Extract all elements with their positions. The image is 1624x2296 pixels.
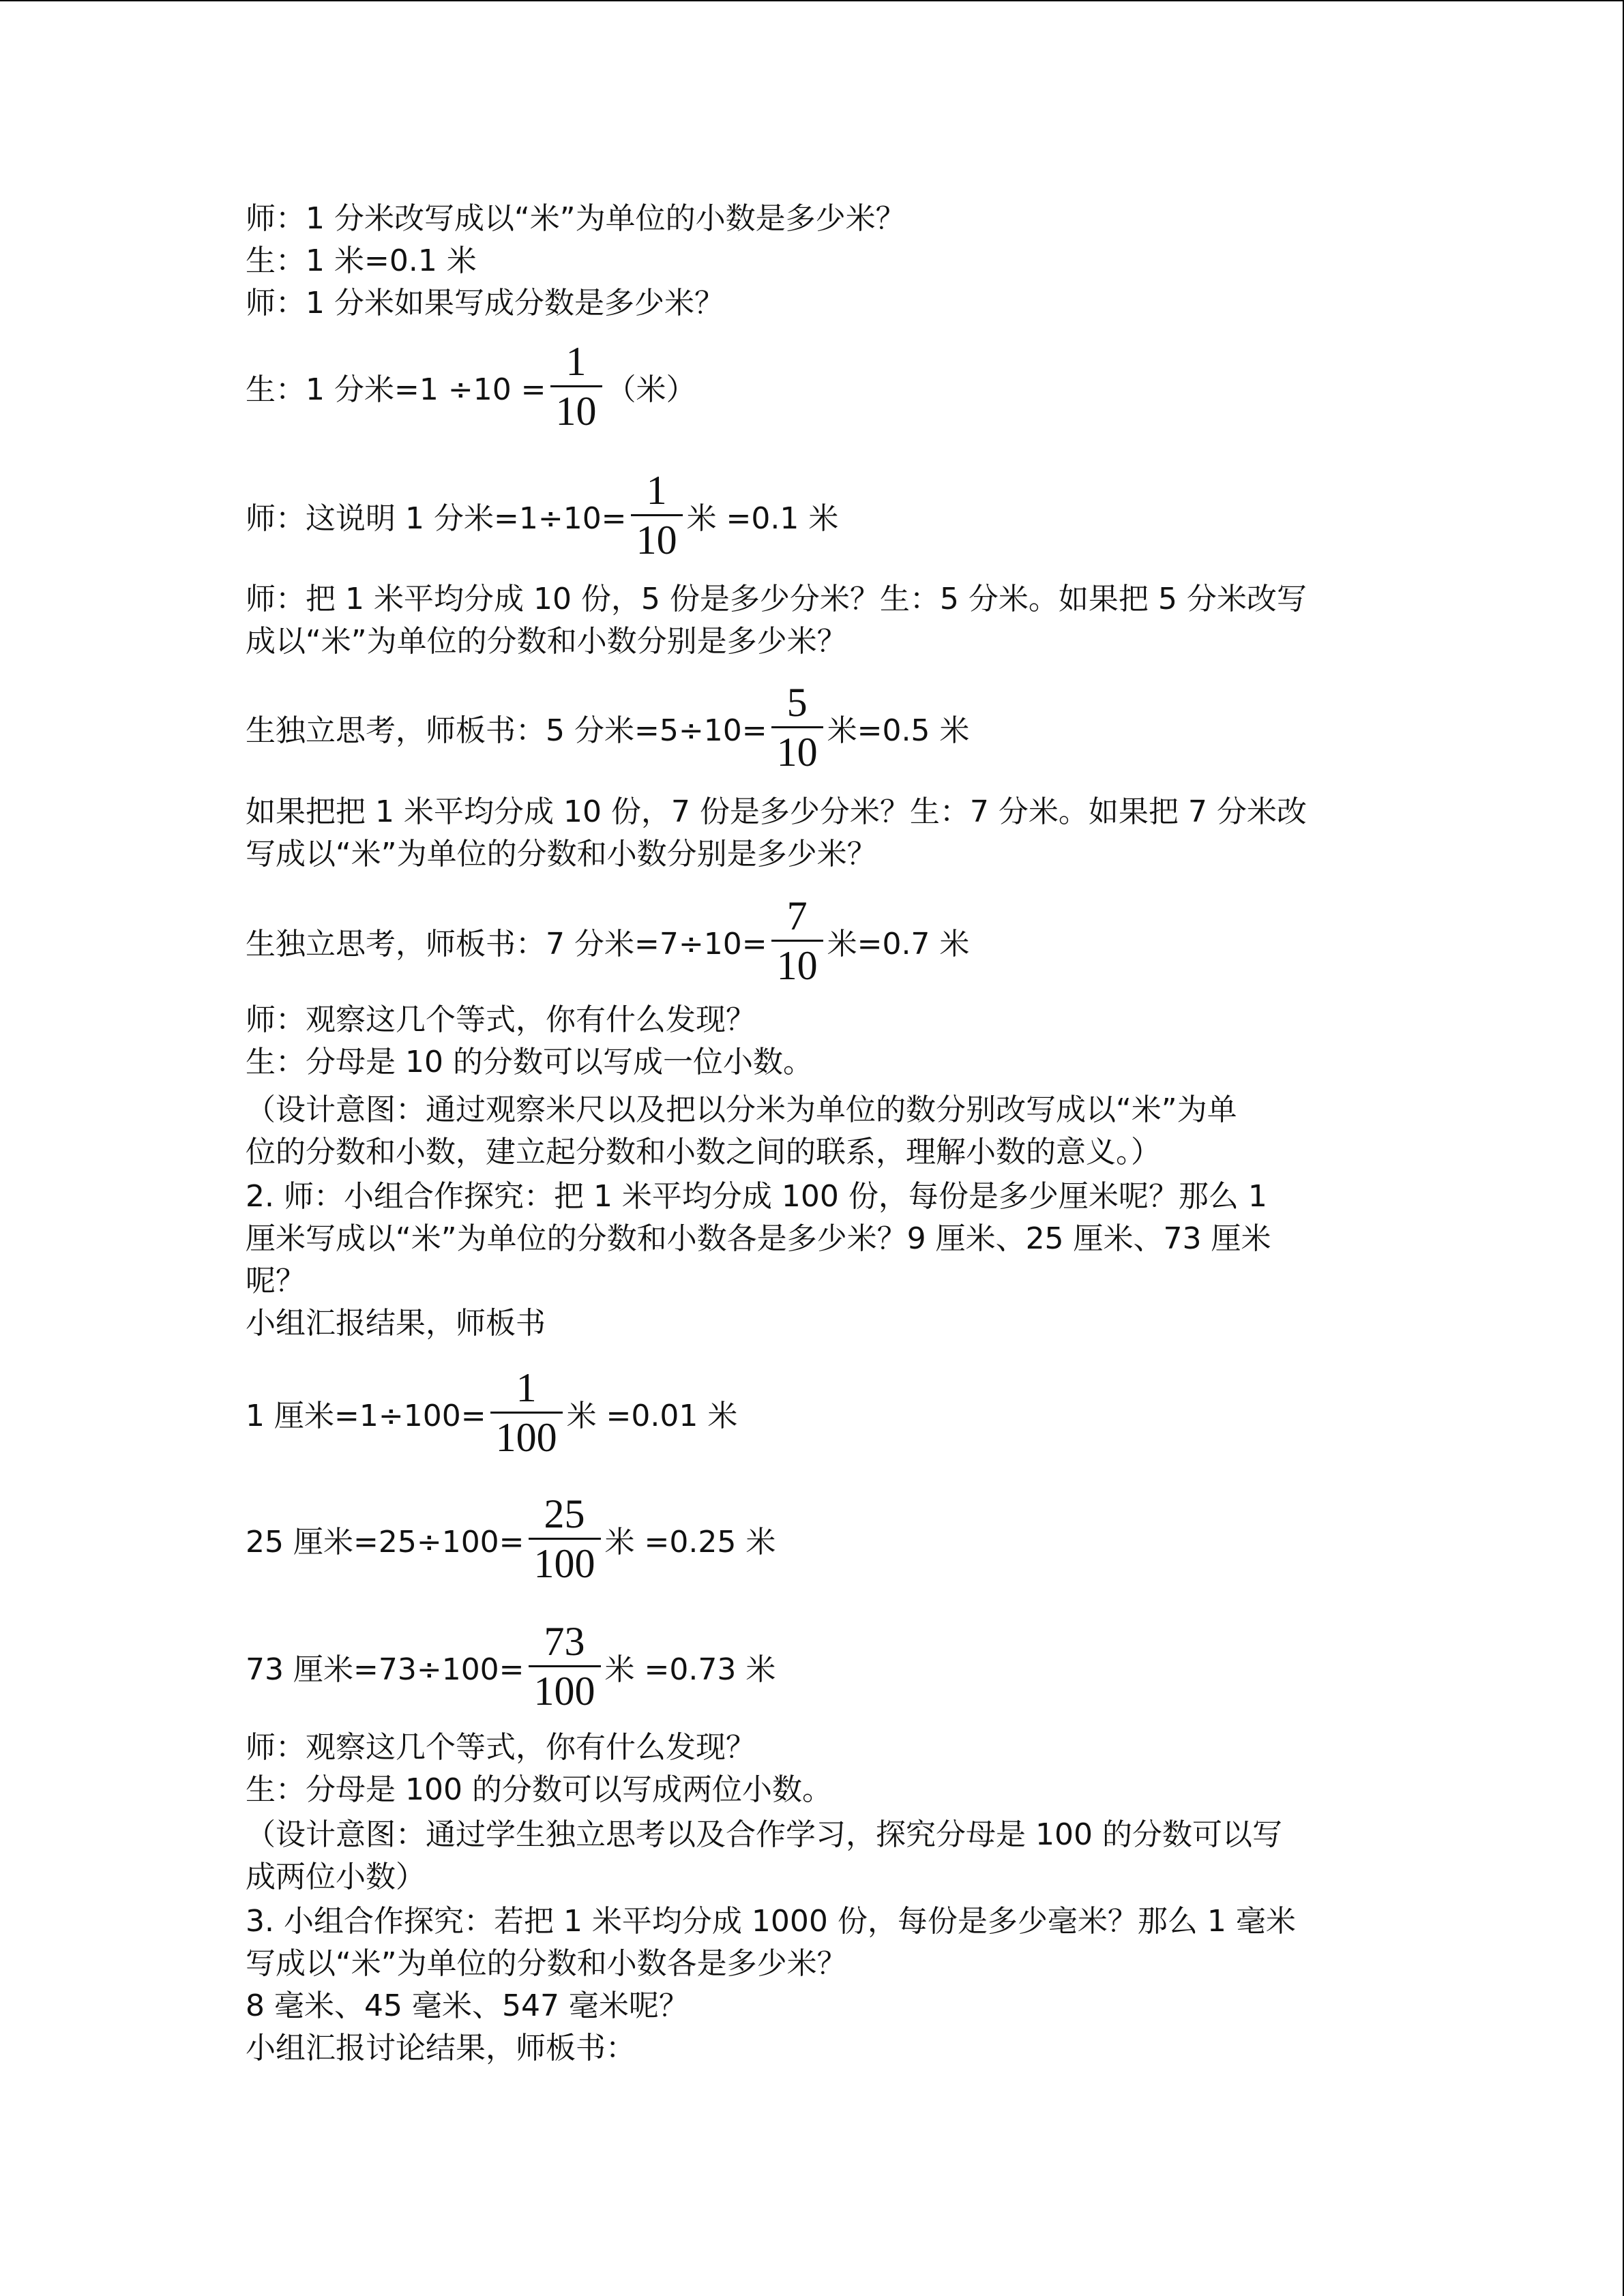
text-line: 师：观察这几个等式，你有什么发现？ [246,1730,756,1765]
equation-text: 米=0.5 米 [827,713,970,748]
fraction-denominator: 100 [533,1669,595,1714]
equation-line [246,338,696,435]
text-line: （设计意图：通过观察米尺以及把以分米为单位的数分别改写成以“米”为单 [246,1092,1237,1127]
text-line: 位的分数和小数，建立起分数和小数之间的联系，理解小数的意义。） [246,1135,1161,1169]
fraction [550,338,602,435]
text-line: （设计意图：通过学生独立思考以及合作学习，探究分母是 100 的分数可以写 [246,1817,1282,1852]
equation-text: 师：这说明 1 分米=1÷10= [246,501,627,536]
text-line: 厘米写成以“米”为单位的分数和小数各是多少米？9 厘米、25 厘米、73 厘米 [246,1221,1271,1256]
equation-text: 米 =0.1 米 [686,501,839,536]
equation-text: 生：1 分米=1 ÷10 = [246,372,546,407]
equation-line [246,1490,776,1587]
text-line: 生：分母是 100 的分数可以写成两位小数。 [246,1772,832,1807]
text-line: 小组汇报讨论结果，师板书： [246,2031,636,2066]
fraction-numerator: 25 [544,1491,585,1536]
fraction [490,1364,563,1461]
equation-text: 1 厘米=1÷100= [246,1398,486,1433]
fraction-numerator: 1 [516,1365,537,1410]
text-line: 8 毫米、45 毫米、547 毫米呢？ [246,1988,689,2023]
fraction-numerator: 1 [646,468,667,513]
equation-line [246,466,838,564]
equation-line [246,892,969,989]
fraction-numerator: 7 [786,893,808,938]
fraction [771,892,823,989]
fraction [771,679,823,776]
fraction-denominator: 100 [533,1541,595,1586]
fraction [529,1617,601,1715]
equation-text: 米 =0.73 米 [604,1652,776,1687]
equation-text: 生独立思考，师板书：7 分米=7÷10= [246,926,767,961]
equation-text: 米=0.7 米 [827,926,970,961]
equation-line [246,1364,737,1461]
fraction-denominator: 100 [495,1415,557,1460]
fraction-denominator: 10 [776,943,818,988]
text-line: 如果把把 1 米平均分成 10 份，7 份是多少分米？生：7 分米。如果把 7 分米改 [246,794,1307,829]
fraction [529,1490,601,1587]
text-line: 呢？ [246,1264,306,1298]
text-line: 师：把 1 米平均分成 10 份，5 份是多少分米？生：5 分米。如果把 5 分米改写 [246,582,1307,616]
fraction-denominator: 10 [636,518,677,563]
text-line: 生：1 米=0.1 米 [246,243,477,278]
text-line: 成两位小数） [246,1860,426,1894]
fraction-denominator: 10 [555,389,597,434]
text-line: 师：1 分米如果写成分数是多少米？ [246,286,724,320]
fraction-numerator: 1 [565,339,587,384]
fraction-denominator: 10 [776,730,818,775]
text-line: 师：观察这几个等式，你有什么发现？ [246,1002,756,1037]
text-line: 写成以“米”为单位的分数和小数分别是多少米？ [246,837,877,871]
equation-text: （米） [606,372,696,407]
text-line: 生：分母是 10 的分数可以写成一位小数。 [246,1045,813,1079]
equation-text: 25 厘米=25÷100= [246,1524,525,1560]
equation-text: 米 =0.01 米 [566,1398,738,1433]
equation-line [246,1617,776,1715]
text-line: 师：1 分米改写成以“米”为单位的小数是多少米？ [246,201,906,236]
equation-text: 生独立思考，师板书：5 分米=5÷10= [246,713,767,748]
text-line: 成以“米”为单位的分数和小数分别是多少米？ [246,624,847,659]
equation-text: 73 厘米=73÷100= [246,1652,525,1687]
fraction-numerator: 5 [786,680,808,725]
equation-text: 米 =0.25 米 [604,1524,776,1560]
text-line: 3. 小组合作探究：若把 1 米平均分成 1000 份，每份是多少毫米？那么 1 毫米 [246,1904,1296,1939]
text-line: 小组汇报结果，师板书 [246,1306,546,1341]
equation-line [246,679,969,776]
text-line: 2. 师：小组合作探究：把 1 米平均分成 100 份，每份是多少厘米呢？那么 1 [246,1179,1267,1214]
text-line: 写成以“米”为单位的分数和小数各是多少米？ [246,1946,847,1981]
fraction [631,466,683,564]
fraction-numerator: 73 [544,1619,585,1664]
